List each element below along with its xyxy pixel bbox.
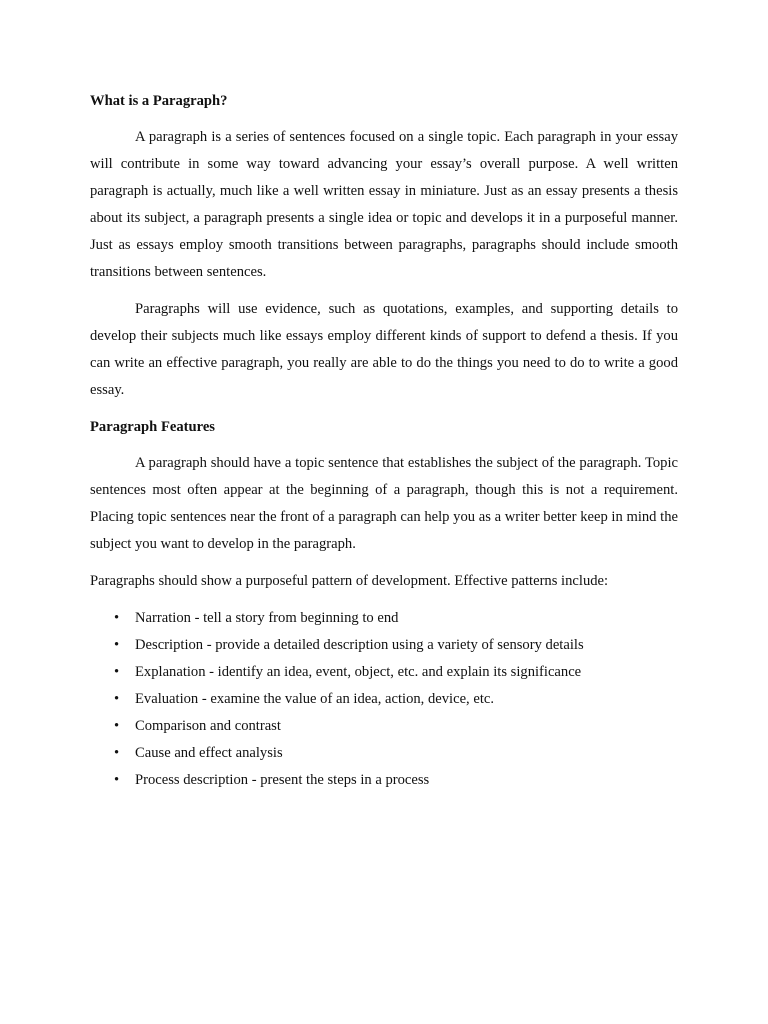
bullet-icon: •: [114, 772, 120, 788]
list-item: [90, 632, 678, 659]
bullet-icon: •: [114, 745, 120, 761]
paragraph-definition: A paragraph is a series of sentences focused on a single topic. Each paragraph in your essay will contribute in some way toward advancing your essay’s overall purpose. A well written paragraph is actually, much like a well written essay in miniature. Just as an essay presents a thesis about its subject, a paragraph presents a single idea or topic and develops it in a purposeful manner. Just as essays employ smooth transitions between paragraphs, paragraphs should include smooth transitions between sentences.: [90, 129, 678, 280]
paragraph-patterns-intro: Paragraphs should show a purposeful pattern of development. Effective patterns include:: [90, 573, 609, 589]
list-item: [90, 767, 678, 794]
list-item: [90, 659, 678, 686]
list-item-text: Cause and effect analysis: [135, 745, 283, 761]
bullet-icon: •: [114, 610, 120, 626]
document-content: [90, 88, 678, 794]
patterns-list: [90, 605, 678, 794]
bullet-icon: •: [114, 718, 120, 734]
list-item-text: Explanation - identify an idea, event, object, etc. and explain its significance: [135, 664, 582, 680]
bullet-icon: •: [114, 637, 120, 653]
list-item: [90, 740, 678, 767]
bullet-icon: •: [114, 664, 120, 680]
list-item-text: Comparison and contrast: [135, 718, 281, 734]
list-item-text: Description - provide a detailed description using a variety of sensory details: [135, 637, 584, 653]
paragraph-topic-sentence: A paragraph should have a topic sentence that establishes the subject of the paragraph. Topic sentences most often appear at the beginning of a paragraph, though this is not a requirement. Placing topic sentences near the front of a paragraph can help you as a writer better keep in mind the subject you want to develop in the paragraph.: [90, 455, 678, 552]
heading-what-is-a-paragraph: What is a Paragraph?: [90, 93, 228, 109]
heading-paragraph-features: Paragraph Features: [90, 419, 215, 435]
list-item: [90, 686, 678, 713]
list-item: [90, 713, 678, 740]
list-item-text: Evaluation - examine the value of an idea, action, device, etc.: [135, 691, 495, 707]
list-item-text: Narration - tell a story from beginning to end: [135, 610, 399, 626]
paragraph-evidence: Paragraphs will use evidence, such as quotations, examples, and supporting details to develop their subjects much like essays employ different kinds of support to defend a thesis. If you can write an effective paragraph, you really are able to do the things you need to do to write a good essay.: [90, 301, 678, 398]
list-item-text: Process description - present the steps in a process: [135, 772, 430, 788]
list-item: [90, 605, 678, 632]
bullet-icon: •: [114, 691, 120, 707]
